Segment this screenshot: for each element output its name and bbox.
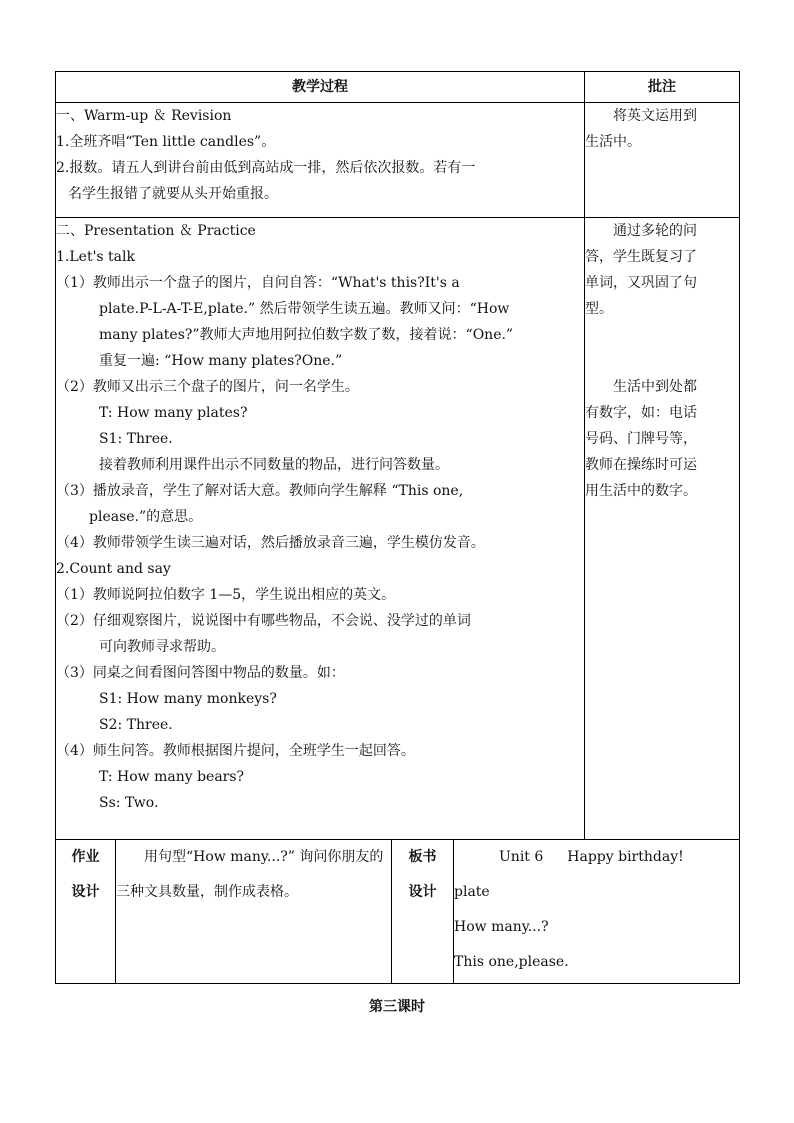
bottom-row (56, 840, 740, 984)
warmup-line: 名学生报错了就要从头开始重报。 (68, 186, 278, 202)
count-line: 可向教师寻求帮助。 (99, 639, 225, 655)
note-line: 用生活中的数字。 (585, 483, 697, 499)
warmup-note (585, 103, 740, 218)
count-line: S1: How many monkeys? (99, 691, 277, 707)
talk-line: 接着教师利用课件出示不同数量的物品，进行问答数量。 (99, 457, 449, 473)
lesson-plan-table (55, 71, 740, 984)
header-row (56, 72, 740, 103)
talk-line: （1）教师出示一个盘子的图片，自问自答：“What's this?It's a (56, 275, 460, 291)
talk-line: （4）教师带领学生读三遍对话，然后播放录音三遍，学生模仿发音。 (56, 535, 485, 551)
board-content (454, 840, 740, 984)
board-title (454, 840, 739, 875)
note-line: 号码、门牌号等， (585, 431, 697, 447)
warmup-row (56, 103, 740, 218)
process-header: 教学过程 (56, 72, 585, 103)
warmup-cell (56, 103, 585, 218)
presentation-note (585, 218, 740, 840)
note-line: 有数字，如：电话 (585, 405, 697, 421)
note-line: 通过多轮的问 (613, 223, 697, 239)
count-line: （4）师生问答。教师根据图片提问，全班学生一起回答。 (56, 743, 415, 759)
homework-label-line: 设计 (71, 884, 100, 900)
homework-text: 用句型“How many...?” 询问你朋友的三种文具数量，制作成表格。 (116, 840, 392, 984)
board-heading: Happy birthday! (567, 849, 684, 865)
lesson-footer: 第三课时 (369, 999, 425, 1015)
board-label (392, 840, 454, 984)
talk-line: please.”的意思。 (89, 509, 203, 525)
count-line: （2）仔细观察图片，说说图中有哪些物品，不会说、没学过的单词 (56, 613, 471, 629)
count-line: （1）教师说阿拉伯数字 1—5，学生说出相应的英文。 (56, 587, 396, 603)
talk-line: many plates?”教师大声地用阿拉伯数字数了数，接着说：“One.” (99, 327, 514, 343)
presentation-row (56, 218, 740, 840)
notes-header: 批注 (585, 72, 740, 103)
talk-line: S1: Three. (99, 431, 173, 447)
board-line: How many...? (454, 919, 549, 935)
board-label-line: 板书 (408, 849, 437, 865)
warmup-title: 一、Warm-up ＆ Revision (56, 108, 232, 124)
note-line: 型。 (585, 301, 613, 317)
homework-label-line: 作业 (71, 849, 100, 865)
note-line: 教师在操练时可运 (585, 457, 697, 473)
note-line: 生活中。 (585, 134, 641, 150)
warmup-line: 1.全班齐唱“Ten little candles”。 (56, 134, 276, 150)
warmup-line: 2.报数。请五人到讲台前由低到高站成一排，然后依次报数。若有一 (56, 160, 476, 176)
talk-line: 重复一遍: “How many plates?One.” (99, 353, 343, 369)
talk-line: （2）教师又出示三个盘子的图片，问一名学生。 (56, 379, 359, 395)
count-line: S2: Three. (99, 717, 173, 733)
talk-line: plate.P-L-A-T-E,plate.” 然后带领学生读五遍。教师又问：“How (99, 301, 510, 317)
presentation-cell (56, 218, 585, 840)
count-line: T: How many bears? (99, 769, 245, 785)
talk-line: T: How many plates? (99, 405, 248, 421)
homework-label (56, 840, 116, 984)
board-line: plate (454, 884, 490, 900)
talk-line: （3）播放录音，学生了解对话大意。教师向学生解释 “This one, (56, 483, 464, 499)
count-line: Ss: Two. (99, 795, 159, 811)
talk-title: 1.Let's talk (56, 249, 135, 265)
note-line: 答，学生既复习了 (585, 249, 697, 265)
note-line: 单词，又巩固了句 (585, 275, 697, 291)
note-line: 将英文运用到 (613, 108, 697, 124)
note-line: 生活中到处都 (613, 379, 697, 395)
presentation-title: 二、Presentation ＆ Practice (56, 223, 256, 239)
board-line: This one,please. (454, 954, 569, 970)
count-line: （3）同桌之间看图问答图中物品的数量。如： (56, 665, 345, 681)
board-unit: Unit 6 (499, 849, 544, 865)
count-title: 2.Count and say (56, 561, 171, 577)
board-label-line: 设计 (408, 884, 437, 900)
